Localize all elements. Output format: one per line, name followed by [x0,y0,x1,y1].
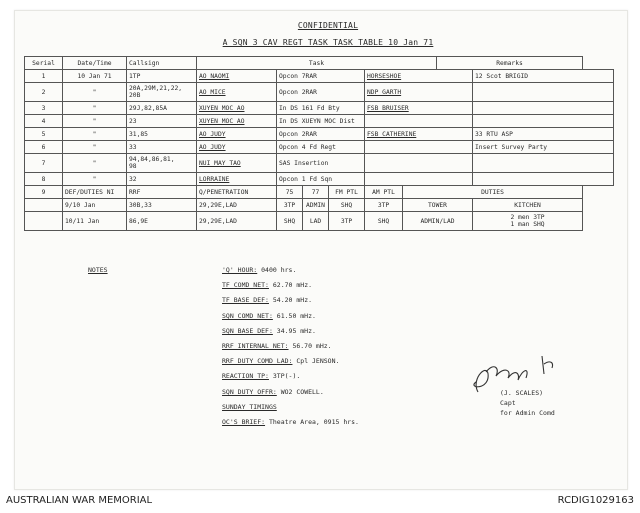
table-cell [197,141,277,154]
note-item [222,385,359,400]
note-key: SQN BASE DEF: [222,326,273,335]
table-cell: " [63,83,127,102]
table-cell: 2 [25,83,63,102]
column-header: Date/Time [63,57,127,70]
notes-label: NOTES [88,266,108,274]
table-cell: 5 [25,128,63,141]
note-value: WO2 COWELL. [276,387,324,396]
note-key: OC'S BRIEF: [222,418,266,427]
table-cell [197,102,277,115]
column-header: 75 [277,186,303,199]
table-header-row [25,57,614,70]
underlined-text: AO MICE [199,88,226,96]
note-key: RRF DUTY COMD LAD: [222,357,293,366]
table-cell [473,154,614,173]
note-value: Theatre Area, 0915 hrs. [265,418,359,427]
note-value: 54.20 mHz. [268,296,313,305]
underlined-text: FSB BRUISER [367,104,409,112]
table-cell: 29J,82,85A [127,102,197,115]
table-cell: " [63,115,127,128]
note-key: REACTION TP: [222,372,269,381]
document-title: A SQN 3 CAV REGT TASK TASK TABLE 10 Jan 71 [222,38,434,47]
table-cell [197,173,277,186]
table-cell: Opcon 2RAR [277,128,365,141]
table-cell: 86,9E [127,212,197,231]
table-cell: Opcon 7RAR [277,70,365,83]
note-item [222,324,359,339]
column-header: Callsign [127,57,197,70]
underlined-text: LORRAINE [199,175,230,183]
table-cell: 3TP [329,212,365,231]
table-cell [197,83,277,102]
note-item [222,369,359,384]
underlined-text: NUI MAY TAO [199,159,241,167]
table-cell [197,128,277,141]
note-item [222,354,359,369]
table-cell: " [63,128,127,141]
table-cell: SAS Insertion [277,154,365,173]
table-cell: 30B,33 [127,199,197,212]
duties-row [25,199,614,212]
signatory-role: for Admin Comd [500,409,555,417]
table-cell [365,102,473,115]
table-row [25,115,614,128]
note-value: 3TP(-). [268,372,301,381]
underlined-text: FSB CATHERINE [367,130,417,138]
note-value: 34.95 mHz. [272,326,316,335]
table-cell [473,102,614,115]
table-cell: SHQ [277,212,303,231]
note-value: 61.50 mHz. [272,311,316,320]
column-header: Remarks [437,57,583,70]
table-row [25,154,614,173]
table-cell: 33 [127,141,197,154]
column-header: DEF/DUTIES NI [63,186,127,199]
note-item [222,263,359,278]
table-cell: ADMIN/LAD [403,212,473,231]
table-cell [365,141,473,154]
table-cell: Insert Survey Party [473,141,614,154]
table-row [25,102,614,115]
duties-row [25,212,614,231]
table-cell: 8 [25,173,63,186]
table-cell [365,83,473,102]
underlined-text: XUYEN MOC AO [199,104,245,112]
table-cell: In DS 161 Fd Bty [277,102,365,115]
signatory-rank: Capt [500,399,516,407]
classification-heading: CONFIDENTIAL [297,21,359,30]
table-row [25,70,614,83]
footer-id: RCDIG1029163 [557,495,634,506]
column-header: RRF [127,186,197,199]
note-item [222,339,359,354]
table-cell: 12 Scot BRIGID [473,70,614,83]
note-item [222,400,359,415]
table-cell: 9/10 Jan [63,199,127,212]
table-cell [473,115,614,128]
table-cell: 6 [25,141,63,154]
column-header: FM PTL [329,186,365,199]
table-cell [473,83,614,102]
table-cell: " [63,141,127,154]
column-header: DUTIES [403,186,583,199]
table-row [25,173,614,186]
table-cell: 7 [25,154,63,173]
table-cell: 29,29E,LAD [197,199,277,212]
note-key: TF BASE DEF: [222,296,269,305]
table-cell [25,199,63,212]
table-cell [365,154,473,173]
column-header: Q/PENETRATION [197,186,277,199]
underlined-text: NDP GARTH [367,88,402,96]
table-cell [365,173,473,186]
table-cell: " [63,154,127,173]
table-cell: " [63,173,127,186]
table-cell: Opcon 4 Fd Regt [277,141,365,154]
note-key: SQN COMD NET: [222,311,273,320]
column-header: Task [197,57,437,70]
note-key: 'Q' HOUR: [222,266,258,274]
table-cell [365,70,473,83]
table-cell: SHQ [329,199,365,212]
table-cell [197,154,277,173]
table-cell: Opcon 2RAR [277,83,365,102]
note-item [222,415,359,430]
table-cell [365,128,473,141]
table-cell: 3TP [365,199,403,212]
signature-block [500,388,555,418]
note-item [222,293,359,308]
table-cell: ADMIN [303,199,329,212]
table-cell [197,115,277,128]
note-key: TF COMD NET: [222,281,269,290]
table-cell: 20A,29M,21,22, 20B [127,83,197,102]
table-cell: 1TP [127,70,197,83]
table-cell [197,70,277,83]
note-value: 56.70 mHz. [288,342,332,351]
column-header: Serial [25,57,63,70]
column-header: AM PTL [365,186,403,199]
table-cell [365,115,473,128]
note-value: Cpl JENSON. [292,357,340,366]
table-cell: 31,85 [127,128,197,141]
table-cell: 10/11 Jan [63,212,127,231]
table-cell: In DS XUEYN MOC Dist [277,115,365,128]
note-item [222,278,359,293]
table-cell: 2 men 3TP 1 man SHQ [473,212,583,231]
table-cell: 4 [25,115,63,128]
task-table [24,56,614,231]
table-cell: 3TP [277,199,303,212]
table-cell: 23 [127,115,197,128]
underlined-text: AO JUDY [199,130,226,138]
table-row [25,83,614,102]
signatory-name: (J. SCALES) [500,389,544,397]
table-cell: 29,29E,LAD [197,212,277,231]
table-cell: 94,84,86,81, 98 [127,154,197,173]
note-key: SUNDAY TIMINGS [222,402,277,411]
note-value: 0400 hrs. [257,266,297,274]
underlined-text: AO NAOMI [199,72,230,80]
table-cell: LAD [303,212,329,231]
table-cell [473,173,614,186]
table-cell: TOWER [403,199,473,212]
table-cell: 10 Jan 71 [63,70,127,83]
table-cell: 32 [127,173,197,186]
underlined-text: XUYEN MOC AO [199,117,245,125]
note-item [222,309,359,324]
table-cell: Opcon 1 Fd Sqn [277,173,365,186]
table-row [25,128,614,141]
table-cell: SHQ [365,212,403,231]
table-cell: 33 RTU ASP [473,128,614,141]
table-cell: 3 [25,102,63,115]
duties-header-row [25,186,614,199]
notes-list [222,263,359,430]
underlined-text: HORSESHOE [367,72,402,80]
table-cell [25,212,63,231]
column-header: 9 [25,186,63,199]
note-key: RRF INTERNAL NET: [222,342,289,351]
table-cell: " [63,102,127,115]
note-key: SQN DUTY OFFR: [222,387,277,396]
table-cell: KITCHEN [473,199,583,212]
underlined-text: AO JUDY [199,143,226,151]
table-row [25,141,614,154]
column-header: 77 [303,186,329,199]
note-value: 62.70 mHz. [268,281,313,290]
footer-source: AUSTRALIAN WAR MEMORIAL [6,495,153,506]
table-cell: 1 [25,70,63,83]
